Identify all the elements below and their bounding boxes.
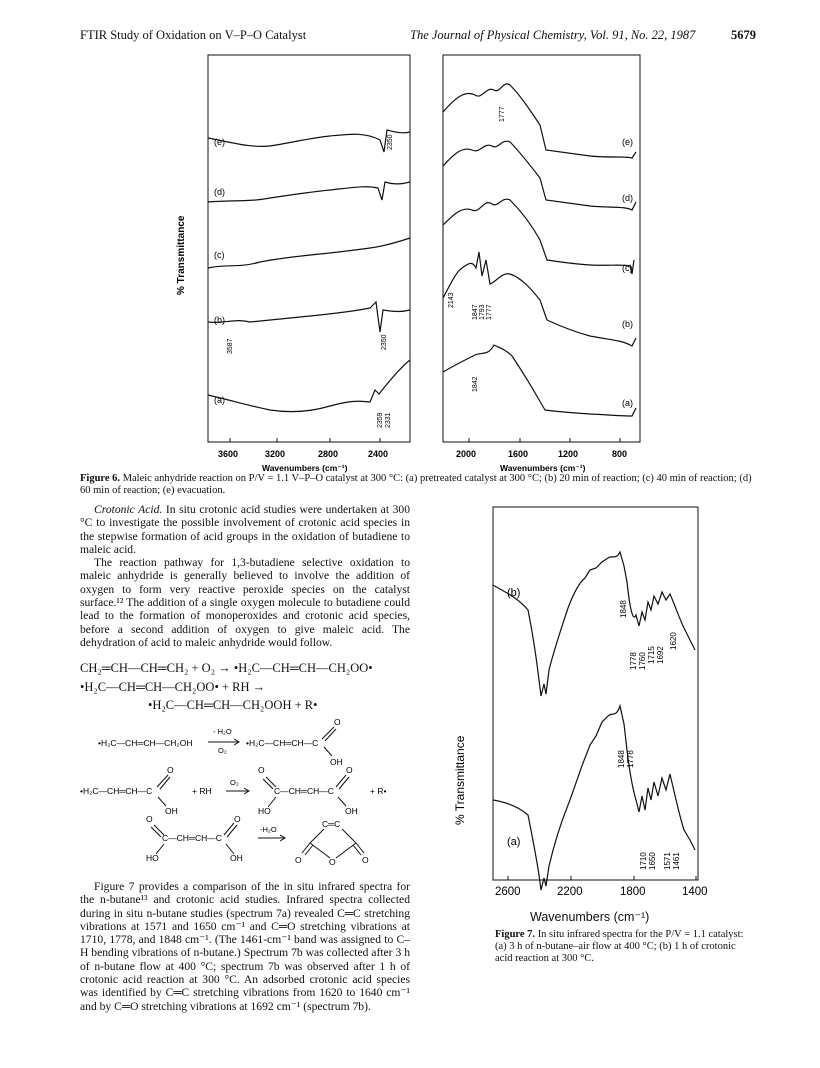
fig7-a-annot-1848: 1848 [617, 750, 626, 768]
fig7-a-annot-1571: 1571 [663, 852, 672, 870]
figure-6 [170, 50, 760, 475]
scheme-r1-right: •H₂C—CH═CH—C [246, 738, 319, 748]
section-heading: Crotonic Acid. [94, 503, 163, 516]
scheme-r2-oh2: OH [345, 806, 358, 816]
body-column-left [80, 503, 410, 649]
fig6-left-tick-3600: 3600 [218, 449, 239, 459]
equation-2a: •H₂C—CH═CH—CH₂OO• + RH → [80, 680, 266, 694]
fig7-tick-2200: 2200 [557, 886, 583, 898]
scheme-r3-o2: O [234, 814, 241, 824]
fig7-b-annot-1620: 1620 [669, 632, 678, 650]
page-number: 5679 [731, 28, 756, 42]
fig7-b-annot-1692: 1692 [656, 646, 665, 664]
scheme-r2-ho: HO [258, 806, 271, 816]
fig6-right-annot-1842: 1842 [472, 376, 479, 392]
scheme-r1-below: O₂ [218, 746, 227, 755]
fig6-right-annot-1777-b: 1777 [486, 304, 493, 320]
scheme-r1-above: - H₂O [213, 727, 232, 736]
paragraph-2: The reaction pathway for 1,3-butadiene selective oxidation to maleic anhydride is generally believed to involve the addition of oxygen to form very reactive peroxide species on the catalyst surface.¹² The addition of a single oxygen molecule to butadiene could lead to the formation of monoperoxides and crotonic acid species, before a second addition of oxygen to give maleic acid. The dehydration of acid to maleic anhydride would follow. [80, 556, 410, 649]
journal-citation: The Journal of Physical Chemistry, Vol. 91, No. 22, 1987 [410, 28, 696, 42]
fig6-right-trace-d [443, 141, 636, 210]
fig6-left-trace-a [208, 360, 410, 412]
fig7-xaxis [495, 876, 708, 898]
fig6-left-label-d: (d) [214, 187, 225, 197]
scheme-r2-o1: O [167, 765, 174, 775]
fig6-left-annot-2359: 2359 [377, 412, 384, 428]
figure-7-caption-text: In situ infrared spectra for the P/V = 1.1 catalyst: (a) 3 h of n-butane–air flow at 400 °C; (b) 1 h of crotonic acid reaction at 300 °C. [495, 929, 744, 964]
scheme-r2-arrow-label: O₂ [230, 778, 239, 787]
fig6-right-tick-800: 800 [612, 449, 628, 459]
fig6-left-label-a: (a) [214, 395, 225, 405]
fig6-left-annot-2350-b: 2350 [381, 334, 388, 350]
fig7-tick-2600: 2600 [495, 886, 521, 898]
fig7-a-annot-1461: 1461 [672, 852, 681, 870]
scheme-r1-oh: OH [330, 757, 343, 767]
scheme-r3-ring-o3: O [362, 855, 369, 865]
fig7-label-b: (b) [507, 587, 521, 599]
fig6-left-annot-2350-e: 2350 [387, 134, 394, 150]
fig7-a-annot-1778: 1778 [626, 750, 635, 768]
scheme-r3-ring-o1: O [295, 855, 302, 865]
fig6-left-label-c: (c) [214, 250, 225, 260]
fig6-left-frame [208, 55, 410, 442]
scheme-r3-oh: OH [230, 853, 243, 863]
fig7-a-annot-1650: 1650 [648, 852, 657, 870]
fig7-b-annot-1848: 1848 [619, 600, 628, 618]
equation-2b: •H₂C—CH═CH—CH₂OOH + R• [148, 698, 318, 712]
figure-6-caption-text: Maleic anhydride reaction on P/V = 1.1 V–P–O catalyst at 300 °C: (a) pretreated catalyst at 300 °C; (b) 20 min of reaction; (c) 40 min of reaction; (d) 60 min of reaction; (e) evacuation. [80, 473, 752, 496]
maleic-anhydride-ring [295, 819, 369, 865]
paragraph-crotonic-acid [80, 503, 410, 556]
equation-1: CH₂═CH—CH═CH₂ + O₂ → •H₂C—CH═CH—CH₂OO• [80, 661, 373, 675]
fig7-ylabel: % Transmittance [453, 735, 467, 825]
scheme-r3-o1: O [146, 814, 153, 824]
paragraph-3: Figure 7 provides a comparison of the in situ infrared spectra for the n-butane¹³ and crotonic acid studies. Infrared spectra collected during in situ n-butane studies (spectrum 7a) revealed C═C stretching vibrations at 1571 and 1650 cm⁻¹ and C═O stretching vibrations at 1710, 1778, and 1848 cm⁻¹. (The 1461-cm⁻¹ band was assigned to C–H bending vibrations of n-butane.) Spectrum 7b was collected after 3 h of n-butane flow at 400 °C; spectrum 7b was observed after 1 h of crotonic acid reaction at 300 °C. An adsorbed crotonic acid species was identified by C═C stretching vibrations from 1620 to 1640 cm⁻¹ and by C═O stretching vibrations at 1692 cm⁻¹ (spectrum 7b). [80, 880, 410, 1013]
fig6-left-trace-b [208, 302, 410, 332]
fig6-right-trace-e [443, 84, 636, 158]
fig6-right-trace-b [443, 252, 636, 346]
scheme-r3-left: C—CH═CH—C [162, 833, 222, 843]
fig6-right-annot-1793: 1793 [479, 304, 486, 320]
scheme-r3-ring-o2: O [329, 857, 336, 865]
figure-6-caption-label: Figure 6. [80, 473, 121, 484]
fig7-b-annot-1715: 1715 [647, 646, 656, 664]
fig6-right-annot-2143: 2143 [448, 292, 455, 308]
figure-7 [440, 500, 750, 900]
fig7-b-annot-1760: 1760 [638, 652, 647, 670]
fig6-left-trace-d [208, 182, 410, 202]
fig6-right-label-d: (d) [622, 193, 633, 203]
fig6-right-label-e: (e) [622, 137, 633, 147]
scheme-r2-mid: C—CH═CH—C [274, 786, 334, 796]
fig6-left-annot-3587: 3587 [227, 338, 234, 354]
fig6-left-annot-2331: 2331 [385, 412, 392, 428]
scheme-r3-ring-cc: C═C [322, 819, 341, 829]
fig6-right-xaxis [456, 438, 627, 473]
fig7-label-a: (a) [507, 836, 521, 848]
scheme-r3-ho: HO [146, 853, 159, 863]
fig6-right-label-a: (a) [622, 398, 633, 408]
scheme-r2-mid-bond1b [263, 779, 273, 789]
running-title: FTIR Study of Oxidation on V–P–O Catalyst [80, 28, 307, 42]
fig6-right-tick-2000: 2000 [456, 449, 477, 459]
fig6-right-annot-1777-e: 1777 [499, 106, 506, 122]
fig6-right-xlabel: Wavenumbers (cm⁻¹) [500, 463, 586, 473]
figure-7-caption-label: Figure 7. [495, 929, 536, 940]
scheme-r2-plus: + RH [192, 786, 212, 796]
scheme-r2-mid-bond4 [338, 797, 346, 806]
paragraph-1-text: In situ crotonic acid studies were undertaken at 300 °C to investigate the possible involvement of crotonic acid species in the stepwise formation of acid groups in the oxidation of butadiene to maleic acid. [80, 503, 410, 556]
fig6-left-trace-e [208, 130, 410, 152]
scheme-r2-r: + R• [370, 786, 387, 796]
figure-7-caption [495, 929, 755, 965]
fig7-tick-1800: 1800 [620, 886, 646, 898]
scheme-r2-left: •H₂C—CH═CH—C [80, 786, 153, 796]
scheme-r3-bond3 [224, 823, 234, 835]
fig7-a-annot-1710: 1710 [639, 852, 648, 870]
fig6-left-label-b: (b) [214, 315, 225, 325]
scheme-r2-o3: O [346, 765, 353, 775]
fig6-left-tick-2800: 2800 [318, 449, 339, 459]
scheme-r2-mid-bond3b [339, 777, 349, 789]
scheme-r3-bond1b [151, 827, 161, 837]
fig6-right-annot-1847: 1847 [472, 304, 479, 320]
fig7-b-annot-1778: 1778 [629, 652, 638, 670]
fig6-right-label-c: (c) [622, 263, 633, 273]
scheme-r2-o2: O [258, 765, 265, 775]
scheme-r2-oh1: OH [165, 806, 178, 816]
scheme-r2-mid-bond3 [336, 775, 346, 787]
scheme-r2-bond2 [158, 797, 166, 806]
reaction-scheme [80, 715, 420, 865]
scheme-r1-bond-oh [324, 747, 332, 756]
fig6-left-tick-3200: 3200 [265, 449, 286, 459]
fig6-right-label-b: (b) [622, 319, 633, 329]
body-column-left-lower [80, 880, 410, 1013]
figure-6-caption [80, 473, 752, 497]
fig6-left-trace-c [208, 238, 410, 268]
fig7-xlabel: Wavenumbers (cm⁻¹) [530, 910, 650, 924]
scheme-r1-left: •H₂C—CH═CH—CH₂OH [98, 738, 193, 748]
fig7-trace-b [493, 552, 695, 696]
scheme-r3-arrow-label: -H₂O [260, 825, 277, 834]
fig6-left-label-e: (e) [214, 137, 225, 147]
fig7-tick-1400: 1400 [682, 886, 708, 898]
scheme-r3-bond3b [227, 825, 237, 837]
fig7-frame [493, 507, 698, 880]
fig6-ylabel: % Transmittance [176, 215, 187, 295]
fig6-left-xaxis [218, 438, 388, 473]
fig6-right-tick-1200: 1200 [558, 449, 579, 459]
fig6-left-xlabel: Wavenumbers (cm⁻¹) [262, 463, 348, 473]
scheme-r1-o: O [334, 717, 341, 727]
fig6-left-tick-2400: 2400 [368, 449, 389, 459]
fig6-right-tick-1600: 1600 [508, 449, 529, 459]
fig6-right-trace-c [443, 199, 634, 274]
